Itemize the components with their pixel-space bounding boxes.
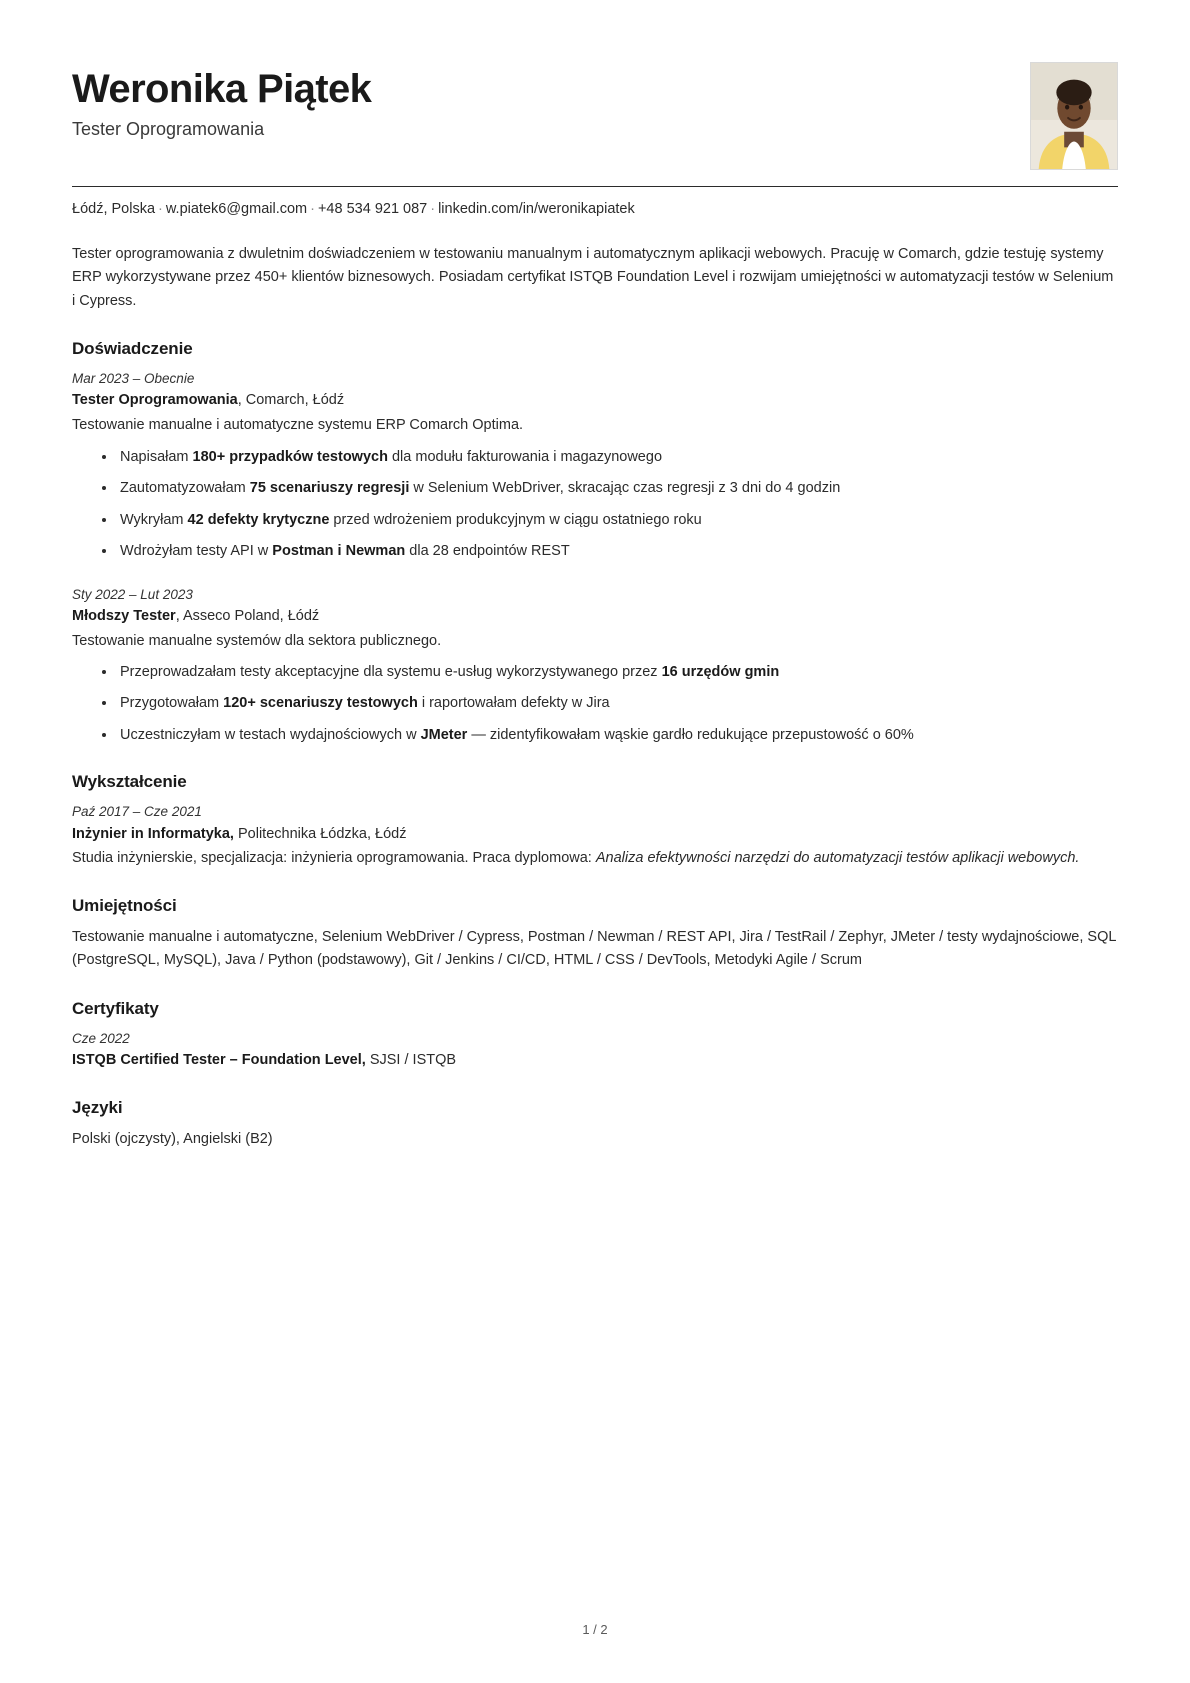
experience-bullet-list: [72, 446, 1118, 563]
section-certificates: [72, 999, 1118, 1072]
bullet-text-post: — zidentyfikowałam wąskie gardło redukujące przepustowość o 60%: [467, 726, 914, 743]
bullet-text-post: przed wdrożeniem produkcyjnym w ciągu ostatniego roku: [329, 511, 702, 528]
experience-bullet-list: [72, 661, 1118, 746]
contact-location: Łódź, Polska: [72, 201, 156, 217]
page-indicator: 1 / 2: [582, 1622, 608, 1637]
education-school: Politechnika Łódzka, Łódź: [233, 825, 407, 842]
resume-header: [72, 56, 1118, 170]
experience-entry: [72, 369, 1118, 562]
section-title-experience: Doświadczenie: [72, 339, 193, 359]
bullet-text-pre: Napisałam: [120, 448, 193, 465]
experience-description: Testowanie manualne systemów dla sektora publicznego.: [72, 632, 442, 649]
bullet-text-bold: 180+ przypadków testowych: [192, 448, 388, 465]
experience-heading: [72, 606, 1118, 628]
bullet-text-pre: Wykryłam: [120, 511, 188, 528]
bullet-text-bold: 16 urzędów gmin: [661, 664, 780, 681]
bullet-text-post: i raportowałam defekty w Jira: [417, 695, 610, 712]
candidate-job-title: Tester Oprogramowania: [72, 119, 265, 140]
profile-photo: [1030, 62, 1118, 170]
bullet-text-bold: 120+ scenariuszy testowych: [223, 695, 418, 712]
certificate-heading: [72, 1050, 1118, 1072]
section-skills: [72, 896, 1118, 973]
experience-date: Sty 2022 – Lut 2023: [72, 586, 193, 602]
education-degree: Inżynier in Informatyka,: [72, 825, 234, 842]
bullet-text-pre: Uczestniczyłam w testach wydajnościowych w: [120, 726, 421, 743]
bullet-text-bold: 42 defekty krytyczne: [187, 511, 330, 528]
identity-block: [72, 62, 371, 142]
bullet-text-bold: 75 scenariuszy regresji: [249, 480, 410, 497]
experience-date: Mar 2023 – Obecnie: [72, 371, 195, 387]
bullet-text-pre: Wdrożyłam testy API w: [120, 543, 273, 560]
bullet-text-pre: Przeprowadzałam testy akceptacyjne dla systemu e-usług wykorzystywanego przez: [120, 664, 662, 681]
section-title-education: Wykształcenie: [72, 772, 187, 792]
contact-line: [72, 187, 1118, 221]
certificate-name: ISTQB Certified Tester – Foundation Level,: [72, 1052, 366, 1069]
contact-linkedin[interactable]: linkedin.com/in/weronikapiatek: [438, 201, 635, 217]
bullet-text-post: dla 28 endpointów REST: [405, 543, 570, 560]
bullet-text-pre: Przygotowałam: [120, 695, 224, 712]
portrait-photo-icon: [1031, 63, 1117, 169]
certificate-entry: [72, 1029, 1118, 1072]
section-title-skills: Umiejętności: [72, 895, 177, 915]
contact-separator: ·: [310, 201, 315, 217]
list-item: [102, 446, 1118, 468]
skills-text: Testowanie manualne i automatyczne, Selenium WebDriver / Cypress, Postman / Newman / REST API, Jira / TestRail / Zephyr, JMeter / testy wydajnościowe, SQL (PostgreSQL, MySQL), Java / Python (podstawowy), Git / Jenkins / CI/CD, HTML / CSS / DevTools, Metodyki Agile / Scrum: [72, 928, 1116, 969]
certificate-issuer: SJSI / ISTQB: [365, 1052, 457, 1069]
experience-role: Młodszy Tester: [72, 607, 176, 624]
list-item: [102, 540, 1118, 562]
experience-entry: [72, 585, 1118, 747]
bullet-text-bold: JMeter: [420, 726, 468, 743]
experience-heading: [72, 390, 1118, 412]
contact-email[interactable]: w.piatek6@gmail.com: [165, 201, 308, 217]
list-item: [102, 661, 1118, 683]
list-item: [102, 509, 1118, 531]
bullet-text-bold: Postman i Newman: [272, 543, 406, 560]
bullet-text-pre: Zautomatyzowałam: [120, 480, 250, 497]
section-languages: [72, 1098, 1118, 1151]
certificate-date: Cze 2022: [72, 1030, 130, 1046]
candidate-name: Weronika Piątek: [72, 67, 372, 111]
section-experience: [72, 339, 1118, 746]
languages-text: Polski (ojczysty), Angielski (B2): [72, 1130, 273, 1147]
contact-separator: ·: [158, 201, 163, 217]
list-item: [102, 692, 1118, 714]
education-description-plain: Studia inżynierskie, specjalizacja: inżynieria oprogramowania. Praca dyplomowa:: [72, 850, 596, 867]
section-title-languages: Języki: [72, 1097, 123, 1117]
page-footer: [0, 1622, 1190, 1637]
contact-separator: ·: [430, 201, 436, 217]
experience-description: Testowanie manualne i automatyczne systemu ERP Comarch Optima.: [72, 417, 524, 434]
experience-role: Tester Oprogramowania: [72, 392, 238, 409]
education-thesis-title: Analiza efektywności narzędzi do automatyzacji testów aplikacji webowych.: [595, 850, 1080, 867]
bullet-text-post: w Selenium WebDriver, skracając czas regresji z 3 dni do 4 godzin: [409, 480, 841, 497]
contact-phone[interactable]: +48 534 921 087: [317, 201, 428, 217]
experience-company: , Comarch, Łódź: [237, 392, 345, 409]
education-description: [72, 847, 1118, 869]
section-education: [72, 772, 1118, 869]
education-entry: [72, 802, 1118, 869]
section-title-certificates: Certyfikaty: [72, 998, 159, 1018]
professional-summary: Tester oprogramowania z dwuletnim doświadczeniem w testowaniu manualnym i automatycznym aplikacji webowych. Pracuję w Comarch, gdzie testuję systemy ERP wykorzystywane przez 450+ klientów biznesowych. Posiadam certyfikat ISTQB Foundation Level i rozwijam umiejętności w automatyzacji testów w Selenium i Cypress.: [72, 245, 1114, 309]
list-item: [102, 724, 1118, 746]
bullet-text-post: dla modułu fakturowania i magazynowego: [387, 448, 663, 465]
list-item: [102, 477, 1118, 499]
education-heading: [72, 824, 1118, 846]
experience-company: , Asseco Poland, Łódź: [175, 607, 320, 624]
education-date: Paź 2017 – Cze 2021: [72, 804, 202, 820]
